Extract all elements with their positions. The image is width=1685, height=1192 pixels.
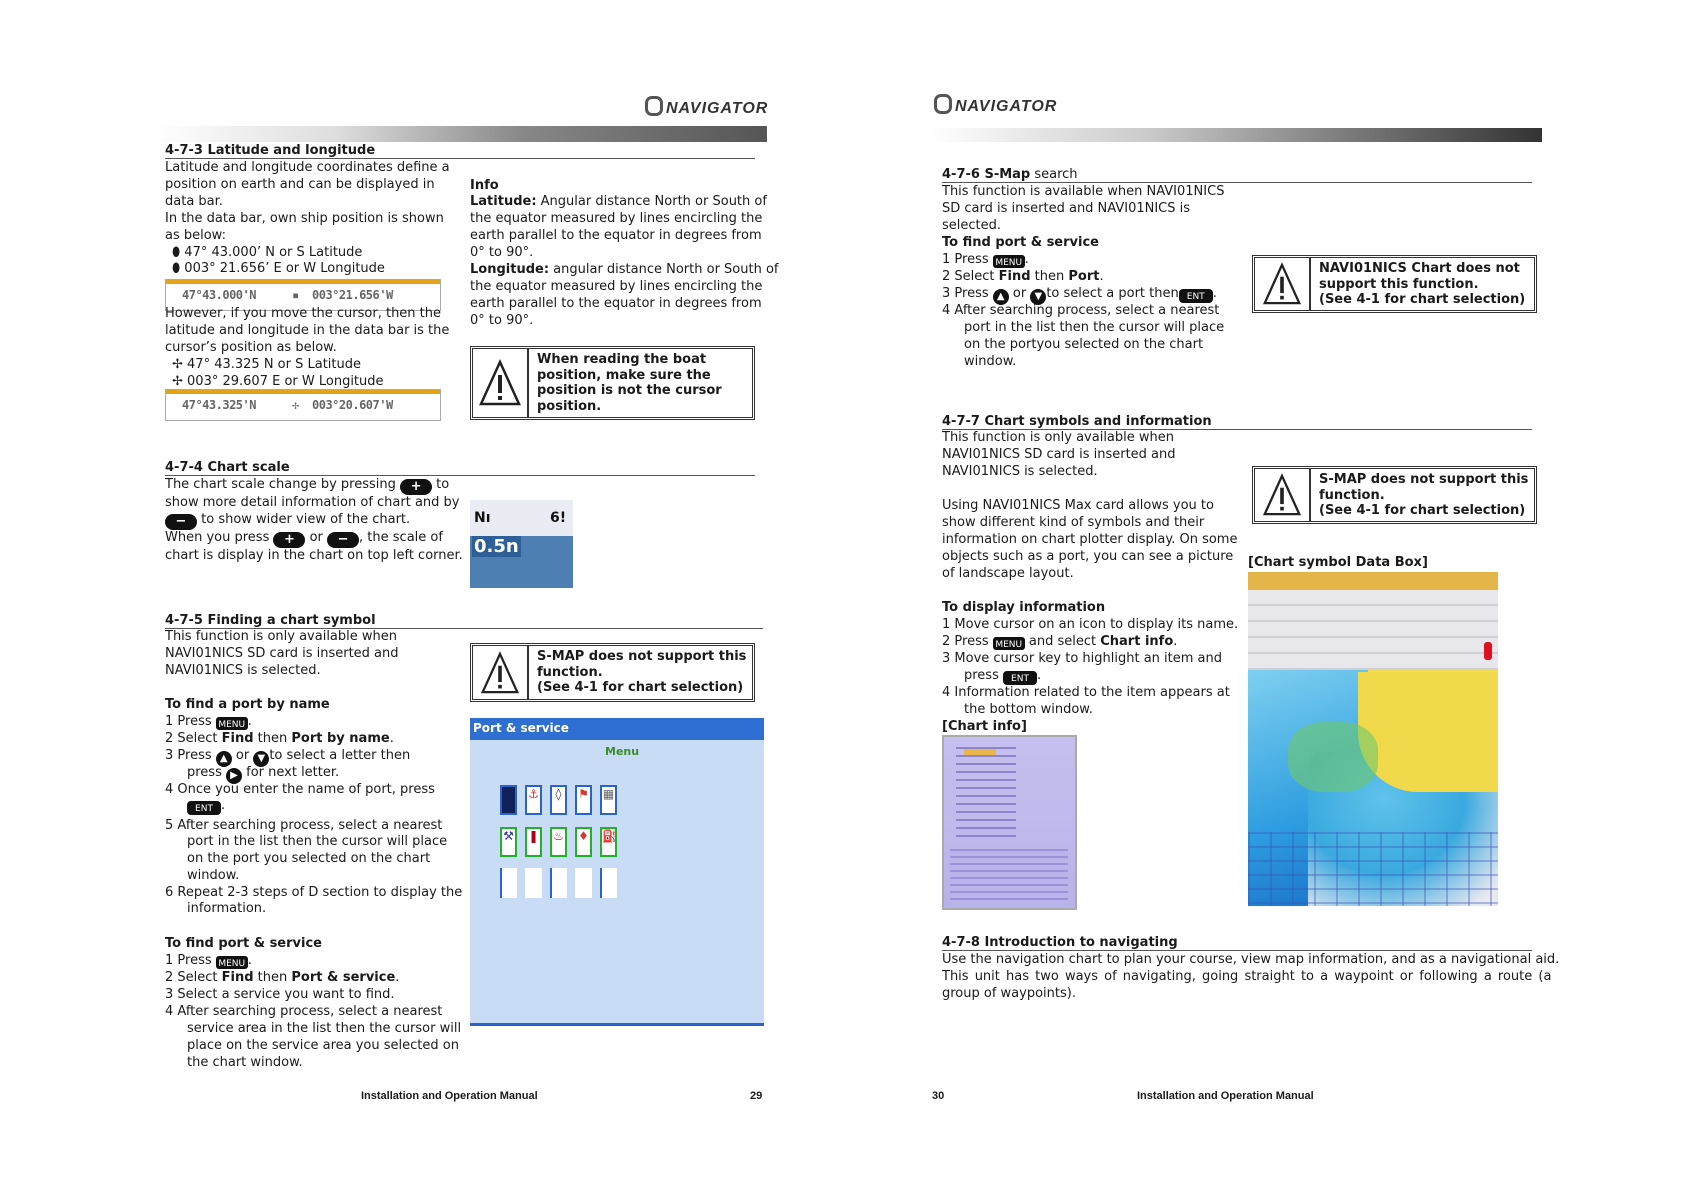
warning-text (1319, 261, 1530, 308)
s477-line: show different kind of symbols and their (942, 515, 1205, 530)
s477-line: objects such as a port, you can see a picture (942, 549, 1234, 564)
screen-subtitle: Menu (605, 745, 640, 758)
step-text: then (1030, 269, 1069, 284)
warning-line: position. (537, 398, 602, 414)
step-text: 2 Press (942, 634, 993, 649)
s477-line: information on chart plotter display. On some (942, 532, 1238, 547)
s477-line: of landscape layout. (942, 566, 1074, 581)
warning-text (537, 352, 748, 414)
warning-icon (473, 646, 529, 699)
brand-mark-icon (645, 96, 663, 116)
right-logo (934, 94, 1057, 116)
s474-line (165, 530, 443, 548)
warning-line: (See 4-1 for chart selection) (537, 680, 744, 695)
s473-line: However, if you move the cursor, then the (165, 306, 442, 321)
chart-info-list (956, 747, 1016, 842)
warning-box-smap-2 (1252, 466, 1537, 524)
warning-line: S-MAP does not support this (537, 649, 747, 664)
step-bold: Chart info (1100, 634, 1174, 649)
s476-line: SD card is inserted and NAVI01NICS is (942, 201, 1191, 216)
step-line: 3 Press ▲ or ▼ to select a port then ENT . (942, 286, 1217, 305)
step-line: port in the list then the cursor will place (964, 320, 1225, 335)
info-line: the equator measured by lines encircling the (470, 211, 763, 226)
step-text: for next letter. (242, 765, 340, 780)
menu-key-icon: MENU (216, 956, 248, 969)
s475-line: NAVI01NICS SD card is inserted and (165, 646, 399, 661)
warning-box-cursor (470, 346, 755, 420)
warning-text (1319, 472, 1530, 519)
s477-line: This function is only available when (942, 430, 1175, 445)
s474-line: chart is display in the chart on top left corner. (165, 548, 463, 563)
s473-line: cursor’s position as below. (165, 340, 337, 355)
sub-port-service: To find port & service (165, 936, 322, 951)
sub-port-by-name: To find a port by name (165, 697, 330, 712)
cur-lat-text: 47° 43.325 N or S Latitude (187, 357, 362, 372)
step-text: 3 Press (165, 748, 216, 763)
step-line: on the portyou selected on the chart (964, 337, 1204, 352)
step-text: 1 Press (165, 714, 216, 729)
warning-line: position is not the cursor (537, 383, 722, 398)
info-lat-text: Angular distance North or South of (536, 194, 767, 209)
map-grid (1248, 832, 1498, 906)
warning-box-smap (470, 643, 755, 702)
step-line: 4 Information related to the item appears at (942, 685, 1230, 700)
enter-key-icon: ENT (187, 801, 221, 815)
warning-box-navi (1252, 255, 1537, 313)
chart-info-caption: [Chart info] (942, 719, 1027, 734)
crosshair-icon: ✢ (172, 374, 188, 389)
map-data-panel (1248, 590, 1498, 670)
warning-icon (1255, 469, 1311, 521)
warning-icon (473, 349, 529, 417)
bullet-icon: ⬮ (172, 245, 185, 260)
left-header-bar (155, 126, 767, 142)
step-line (165, 731, 394, 747)
s478-line: group of waypoints). (942, 986, 1076, 1001)
step-line: 1 Move cursor on an icon to display its name. (942, 617, 1239, 632)
bullet-icon: ⬮ (172, 261, 185, 276)
menu-key-icon: MENU (993, 637, 1025, 650)
brand-mark-icon (934, 94, 952, 114)
info-line: 0° to 90°. (470, 313, 534, 328)
info-lat-key: Latitude: (470, 194, 537, 209)
right-footer-title: Installation and Operation Manual (1137, 1090, 1314, 1102)
step-line: 1 Press MENU . (165, 953, 252, 969)
own-lat-text: 47° 43.000’ N or S Latitude (184, 245, 363, 260)
zoom-out-key-icon: − (165, 514, 197, 530)
s476-line: This function is available when NAVI01NICS (942, 184, 1225, 199)
map-shallow (1288, 722, 1378, 792)
step-bold: Find (998, 269, 1031, 284)
step-text: . (395, 970, 400, 985)
scale-label-tr: 6! (550, 510, 567, 526)
info-lon-text: angular distance North or South of (549, 262, 779, 277)
service-icon[interactable] (500, 868, 517, 898)
step-line: 6 Repeat 2-3 steps of D section to display the (165, 885, 463, 900)
chart-info-highlight (964, 749, 996, 755)
section-title-478: 4-7-8 Introduction to navigating (942, 935, 1532, 951)
step-text: . (1173, 634, 1178, 649)
s477-line: NAVI01NICS is selected. (942, 464, 1098, 479)
databar-cursor (166, 390, 440, 420)
right-page-number: 30 (932, 1090, 945, 1102)
s474-line (165, 477, 449, 495)
step-bold: Find (221, 731, 254, 746)
right-header-bar (930, 128, 1542, 142)
step-line: 1 Press MENU . (942, 252, 1029, 268)
s478-line: This unit has two ways of navigating, going straight to a waypoint or following a route (a (942, 969, 1552, 984)
info-line: 0° to 90°. (470, 245, 534, 260)
step-bold: Port & service (291, 970, 396, 985)
step-line: window. (187, 868, 240, 883)
step-text: to select a letter then (269, 748, 411, 763)
service-icon-row (500, 827, 617, 857)
s474-text: When you press (165, 530, 274, 545)
right-arrow-key-icon: ▶ (226, 768, 242, 784)
s473-line: In the data bar, own ship position is shown (165, 211, 444, 226)
service-icon[interactable]: ⚒ (500, 827, 517, 857)
s476-sub: To find port & service (942, 235, 1099, 250)
step-text: . (1099, 269, 1104, 284)
section-title-477: 4-7-7 Chart symbols and information (942, 414, 1532, 430)
chart-symbol-databox-screenshot (1248, 572, 1498, 906)
step-text: to select a port then (1046, 286, 1179, 301)
step-text: 2 Select (165, 731, 222, 746)
step-line: 1 Press MENU . (165, 714, 252, 730)
s474-line: show more detail information of chart and by (165, 495, 460, 510)
scale-label-tl: Nı (474, 510, 491, 526)
step-line: 3 Move cursor key to highlight an item and (942, 651, 1222, 666)
service-icon[interactable]: ▦ (600, 785, 617, 815)
step-line (942, 634, 1177, 650)
warning-line: function. (537, 664, 603, 680)
s476-title-bold: 4-7-6 S-Map (942, 167, 1031, 182)
service-icon[interactable]: ❚ (525, 827, 542, 857)
cur-lon-item (172, 374, 384, 390)
step-text: 1 Press (942, 252, 993, 267)
chart-symbol-box-caption: [Chart symbol Data Box] (1248, 555, 1428, 570)
s475-line: NAVI01NICS is selected. (165, 663, 321, 678)
warning-line: NAVI01NICS Chart does not (1319, 261, 1520, 276)
step-line: 4 After searching process, select a nearest (942, 303, 1220, 318)
databar-crosshair-icon: ✢ (292, 398, 299, 412)
databar-lon: 003°20.607'W (312, 398, 393, 412)
step-line: the bottom window. (964, 702, 1093, 717)
warning-line: When reading the boat (537, 352, 707, 367)
info-title: Info (470, 178, 499, 193)
warning-line: support this function. (1319, 276, 1479, 292)
map-top-strip (1248, 572, 1498, 590)
step-line: service area in the list then the cursor will (187, 1021, 462, 1036)
warning-text (537, 649, 748, 696)
left-logo (645, 96, 768, 118)
service-icon[interactable]: ◊ (550, 785, 567, 815)
scale-value: 0.5n (474, 536, 519, 557)
step-text: press (187, 765, 226, 780)
own-lon-item (172, 261, 385, 277)
info-line: earth parallel to the equator in degrees from (470, 296, 762, 311)
service-icon-row (500, 785, 617, 815)
info-lon-key: Longitude: (470, 262, 550, 277)
service-icon[interactable] (550, 868, 567, 898)
databar-lat: 47°43.000'N (182, 288, 256, 302)
step-text: press (964, 668, 1003, 683)
service-icon[interactable] (500, 785, 517, 815)
zoom-in-key-icon: + (273, 532, 305, 548)
service-icon[interactable]: ♦ (575, 827, 592, 857)
step-line: 4 Once you enter the name of port, press (165, 782, 435, 797)
down-arrow-key-icon: ▼ (253, 751, 269, 767)
info-lat (470, 194, 767, 210)
s478-line: Use the navigation chart to plan your course, view map information, and as a navigational aid. (942, 952, 1560, 967)
section-title-473: 4-7-3 Latitude and longitude (165, 143, 755, 159)
zoom-in-key-icon: + (400, 479, 432, 495)
service-icon[interactable]: ⛽ (600, 827, 617, 857)
s474-text: to show wider view of the chart. (197, 512, 411, 527)
cur-lon-text: 003° 29.607 E or W Longitude (187, 374, 384, 389)
step-line: place on the service area you selected on (187, 1038, 459, 1053)
step-line: the chart window. (187, 1055, 303, 1070)
s475-line: This function is only available when (165, 629, 398, 644)
s477-line: Using NAVI01NICS Max card allows you to (942, 498, 1214, 513)
chart-scale-thumbnail (470, 500, 573, 588)
step-text: then (253, 731, 292, 746)
info-lon (470, 262, 779, 278)
step-bold: Find (221, 970, 254, 985)
s473-line: data bar. (165, 194, 223, 209)
s473-line: position on earth and can be displayed in (165, 177, 435, 192)
service-icon[interactable] (575, 868, 592, 898)
down-arrow-key-icon: ▼ (1030, 289, 1046, 305)
info-line: the equator measured by lines encircling the (470, 279, 763, 294)
s474-text: The chart scale change by pressing (165, 477, 401, 492)
step-text: and select (1024, 634, 1101, 649)
service-icon[interactable]: ⚓ (525, 785, 542, 815)
step-line: 5 After searching process, select a nearest (165, 818, 443, 833)
service-icon[interactable]: ⚑ (575, 785, 592, 815)
step-text: 3 Press (942, 286, 993, 301)
s476-title-plain: search (1030, 167, 1078, 182)
step-line: port in the list then the cursor will place (187, 834, 448, 849)
left-footer-title: Installation and Operation Manual (361, 1090, 538, 1102)
service-icon[interactable] (525, 868, 542, 898)
chart-info-bottom-window (950, 849, 1068, 905)
zoom-out-key-icon: − (327, 532, 359, 548)
info-line: earth parallel to the equator in degrees from (470, 228, 762, 243)
s474-text: or (305, 530, 328, 545)
service-icon[interactable] (600, 868, 617, 898)
enter-key-icon: ENT (1003, 671, 1037, 685)
step-line (165, 970, 399, 986)
map-marker-icon (1484, 642, 1492, 660)
s473-line: as below: (165, 228, 226, 243)
step-bold: Port by name (291, 731, 390, 746)
step-line: 4 After searching process, select a nearest (165, 1004, 443, 1019)
step-line (942, 269, 1104, 285)
s477-line: NAVI01NICS SD card is inserted and (942, 447, 1176, 462)
step-text: 1 Press (165, 953, 216, 968)
warning-line: S-MAP does not support this (1319, 472, 1529, 487)
s474-line (165, 512, 410, 530)
s474-text: to (432, 477, 450, 492)
crosshair-icon: ✢ (172, 357, 188, 372)
cur-lat-item (172, 357, 361, 373)
brand-name: NAVIGATOR (666, 100, 769, 117)
databar-lon: 003°21.656'W (312, 288, 393, 302)
warning-line: function. (1319, 487, 1385, 503)
screen-title: Port & service (473, 721, 569, 735)
step-line: ENT . (165, 798, 225, 815)
step-line: 3 Select a service you want to find. (165, 987, 395, 1002)
s473-line: latitude and longitude in the data bar is the (165, 323, 450, 338)
warning-icon (1255, 258, 1311, 310)
up-arrow-key-icon: ▲ (216, 751, 232, 767)
step-line: press ENT . (964, 668, 1042, 684)
warning-line: (See 4-1 for chart selection) (1319, 503, 1526, 518)
step-text: 2 Select (165, 970, 222, 985)
databar-sep-icon: ▪ (292, 288, 299, 302)
warning-line: position, make sure the (537, 367, 711, 383)
step-text: . (389, 731, 394, 746)
step-line: information. (187, 901, 267, 916)
menu-key-icon: MENU (993, 255, 1025, 268)
port-service-screenshot (470, 718, 764, 1026)
step-text: or (1008, 286, 1031, 301)
left-page-number: 29 (750, 1090, 763, 1102)
section-title-476 (942, 167, 1532, 183)
step-text: 2 Select (942, 269, 999, 284)
databar-lat: 47°43.325'N (182, 398, 256, 412)
menu-key-icon: MENU (216, 717, 248, 730)
service-icon-row (500, 868, 617, 898)
step-text: then (253, 970, 292, 985)
s473-line: Latitude and longitude coordinates define a (165, 160, 450, 175)
section-title-475: 4-7-5 Finding a chart symbol (165, 613, 763, 629)
s477-sub: To display information (942, 600, 1106, 615)
step-line: on the port you selected on the chart (187, 851, 431, 866)
step-text: or (231, 748, 254, 763)
service-icon[interactable]: ♨ (550, 827, 567, 857)
chart-info-screenshot (942, 735, 1077, 910)
enter-key-icon: ENT (1179, 289, 1213, 303)
s474-text: , the scale of (359, 530, 443, 545)
map-land (1358, 672, 1498, 792)
section-title-474: 4-7-4 Chart scale (165, 460, 755, 476)
own-lon-text: 003° 21.656’ E or W Longitude (184, 261, 385, 276)
warning-line: (See 4-1 for chart selection) (1319, 292, 1526, 307)
step-bold: Port (1068, 269, 1100, 284)
s476-line: selected. (942, 218, 1002, 233)
own-lat-item (172, 245, 362, 261)
up-arrow-key-icon: ▲ (993, 289, 1009, 305)
step-line: window. (964, 354, 1017, 369)
brand-name: NAVIGATOR (955, 98, 1058, 115)
